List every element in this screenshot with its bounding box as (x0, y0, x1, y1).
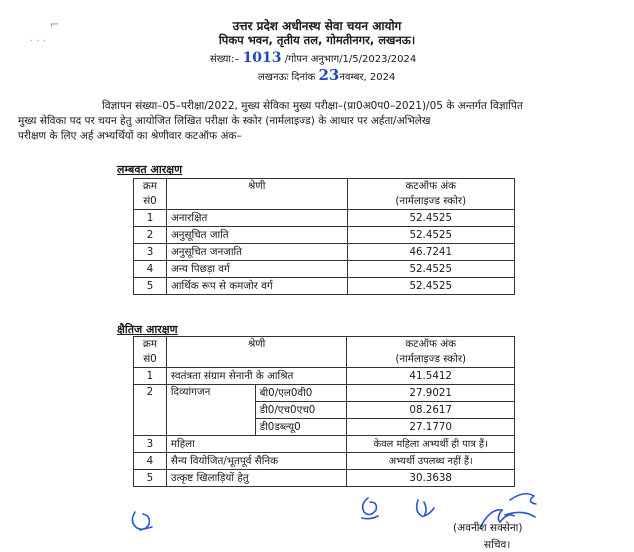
table-cell: 46.7241 (347, 244, 514, 261)
header-category: श्रेणी (166, 179, 347, 210)
intro-line-2: मुख्य सेविका पद पर चयन हेतु आयोजित लिखित परीक्षा के स्कोर (नार्मलाइज्ड) के आधार पर अर्हता/अभिलेख (18, 115, 431, 127)
table-cell: 3 (134, 244, 167, 261)
margin-dots: · · · (30, 36, 46, 47)
horizontal-section-title: क्षैतिज आरक्षण (117, 323, 178, 336)
table-cell: 52.4525 (347, 278, 514, 295)
signatory-name: (अवनीश सक्सेना) (453, 522, 523, 534)
initial-mark-2 (362, 498, 378, 519)
table-cell: 27.9021 (347, 385, 515, 402)
signatory-designation: सचिव। (484, 539, 511, 551)
table-cell: 1 (134, 210, 167, 227)
table-cell: 52.4525 (347, 227, 514, 244)
sub-category: डी0/एच0एच0 (255, 402, 347, 419)
header-category: श्रेणी (166, 337, 347, 368)
table-cell: सैन्य वियोजित/भूतपूर्व सैनिक (166, 453, 347, 470)
table-cell: अन्य पिछड़ा वर्ग (166, 261, 347, 278)
table-cell: 3 (134, 436, 167, 453)
table-cell: 4 (134, 453, 167, 470)
table-cell: 52.4525 (347, 261, 514, 278)
header-cutoff: कटऑफ अंक (नार्मलाइज्ड स्कोर) (347, 179, 514, 210)
table-cell: दिव्यांगजन (166, 385, 255, 436)
ref-number: 1013 (242, 50, 282, 66)
table-cell: 5 (134, 278, 167, 295)
header-sno: क्रम सं0 (134, 179, 167, 210)
table-cell: अनुसूचित जाति (166, 227, 347, 244)
table-cell: स्वतंत्रता संग्राम सेनानी के आश्रित (166, 368, 347, 385)
table-cell: उत्कृष्ट खिलाड़ियों हेतु (166, 470, 347, 487)
sub-category: बी0/एल0वी0 (255, 385, 347, 402)
org-title: उत्तर प्रदेश अधीनस्थ सेवा चयन आयोग (232, 19, 402, 33)
table-cell: 08.2617 (347, 402, 515, 419)
date-prefix: लखनऊः दिनांक (258, 72, 316, 83)
ref-prefix: संख्या:– (210, 54, 240, 65)
table-cell: 2 (134, 227, 167, 244)
table-cell: 1 (134, 368, 167, 385)
org-address: पिकप भवन, तृतीय तल, गोमतीनगर, लखनऊ। (218, 33, 416, 47)
table-cell: 52.4525 (347, 210, 514, 227)
table-cell: 4 (134, 261, 167, 278)
date-suffix: नवम्बर, 2024 (339, 72, 396, 83)
initial-mark-1 (132, 512, 152, 530)
table-cell: केवल महिला अभ्यर्थी ही पात्र हैं। (347, 436, 515, 453)
table-cell: अनारक्षित (166, 210, 347, 227)
ref-suffix: /गोपन अनुभाग/1/5/2023/2024 (284, 54, 417, 65)
intro-line-3: परीक्षण के लिए अर्ह अभ्यर्थियों का श्रेणीवार कटऑफ अंक– (18, 130, 242, 142)
table-cell: महिला (166, 436, 347, 453)
table-cell: अनुसूचित जनजाति (166, 244, 347, 261)
table-cell: 41.5412 (347, 368, 515, 385)
intro-line-1: विज्ञापन संख्या–05–परीक्षा/2022, मुख्य सेविका मुख्य परीक्षा–(प्रा0अ0प0–2021)/05 के अन्तर्गत विज्ञापित (102, 100, 523, 112)
table-cell: अभ्यर्थी उपलब्ध नहीं हैं। (347, 453, 515, 470)
initial-mark-3 (417, 500, 434, 516)
header-sno: क्रम सं0 (134, 337, 167, 368)
table-cell: 2 (134, 385, 167, 436)
vertical-section-title: लम्बवत आरक्षण (117, 163, 183, 176)
header-cutoff: कटऑफ अंक (नार्मलाइज्ड स्कोर) (347, 337, 515, 368)
sub-category: डी0डब्ल्यू0 (255, 419, 347, 436)
table-cell: 5 (134, 470, 167, 487)
table-cell: 30.3638 (347, 470, 515, 487)
margin-mark: ⌐ (50, 18, 60, 31)
table-cell: 27.1770 (347, 419, 515, 436)
date-day: 23 (318, 66, 340, 84)
table-cell: आर्थिक रूप से कमजोर वर्ग (166, 278, 347, 295)
